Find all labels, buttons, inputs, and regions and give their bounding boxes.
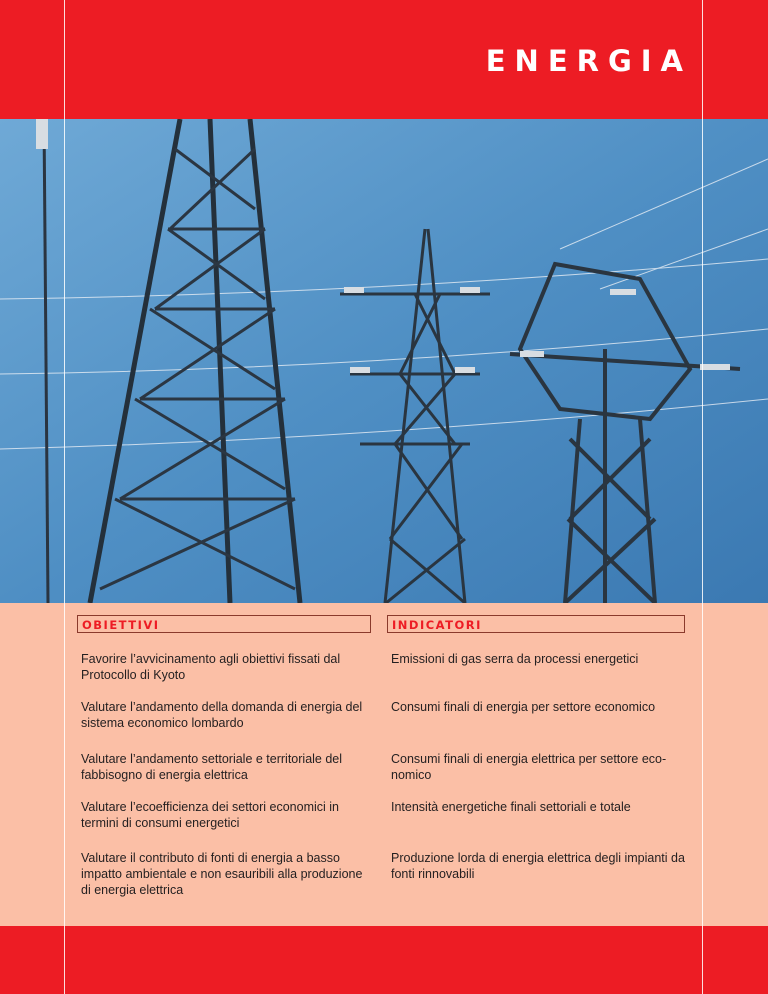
footer-band	[0, 926, 768, 994]
objective-item: Valutare il contributo di fonti di energia a basso impatto ambientale e non esauribili alla produzione di energia elettrica	[81, 851, 363, 897]
indicator-item: Consumi finali di energia elettrica per settore eco-nomico	[391, 752, 667, 782]
page-title: ENERGIA	[485, 44, 692, 78]
guide-line	[702, 0, 703, 994]
guide-line	[64, 0, 65, 994]
pylons-photo	[0, 119, 768, 603]
objective-item: Valutare l’andamento della domanda di energia del sistema economico lombardo	[81, 700, 363, 730]
indicator-item: Emissioni di gas serra da processi energetici	[391, 652, 639, 666]
objective-item: Valutare l’ecoefficienza dei settori economici in termini di consumi energetici	[81, 800, 340, 830]
electricity-pylons-icon	[0, 119, 768, 603]
indicator-item: Intensità energetiche finali settoriali e totale	[391, 800, 631, 814]
objectives-heading: OBIETTIVI	[82, 618, 160, 632]
indicators-heading: INDICATORI	[392, 618, 482, 632]
objective-item: Favorire l’avvicinamento agli obiettivi fissati dal Protocollo di Kyoto	[81, 652, 341, 682]
indicator-item: Consumi finali di energia per settore economico	[391, 700, 656, 714]
objective-item: Valutare l’andamento settoriale e territoriale del fabbisogno di energia elettrica	[81, 752, 343, 782]
indicator-item: Produzione lorda di energia elettrica degli impianti da fonti rinnovabili	[391, 851, 685, 881]
objectives-heading-box	[77, 615, 371, 633]
indicators-heading-box	[387, 615, 685, 633]
